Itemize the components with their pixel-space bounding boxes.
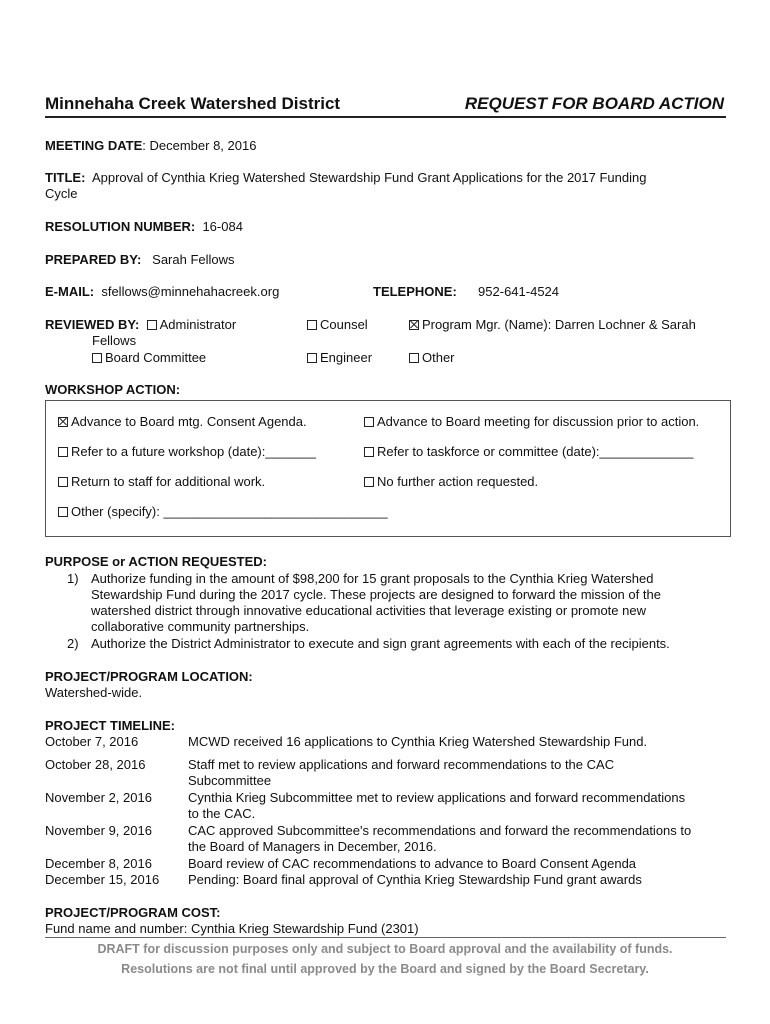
discussion-checkbox[interactable]	[364, 417, 374, 427]
engineer-option	[307, 350, 372, 365]
workshop-other-label: Other (specify): _______________________________	[71, 504, 388, 519]
form-title: REQUEST FOR BOARD ACTION	[464, 94, 724, 113]
cost-value: Fund name and number: Cynthia Krieg Stewardship Fund (2301)	[45, 921, 419, 936]
timeline-date: November 9, 2016	[45, 823, 152, 838]
title-row	[45, 170, 646, 185]
telephone-row	[373, 284, 559, 299]
board-committee-label: Board Committee	[105, 350, 207, 365]
timeline-event: the Board of Managers in December, 2016.	[188, 839, 437, 854]
counsel-label: Counsel	[320, 317, 368, 332]
counsel-checkbox[interactable]	[307, 320, 317, 330]
future-workshop-label: Refer to a future workshop (date):_______	[71, 444, 316, 459]
purpose-label: PURPOSE or ACTION REQUESTED:	[45, 554, 267, 569]
purpose-item-1-number: 1)	[67, 571, 79, 586]
title-value-line1: Approval of Cynthia Krieg Watershed Stewardship Fund Grant Applications for the 2017 Funding	[91, 170, 647, 185]
email-row	[45, 284, 279, 299]
meeting-date-label: MEETING DATE	[45, 138, 143, 153]
board-committee-option	[92, 350, 206, 365]
reviewed-by-row	[45, 317, 236, 332]
discussion-option	[364, 414, 699, 429]
program-mgr-label: Program Mgr. (Name): Darren Lochner & Sarah	[422, 317, 696, 332]
discussion-label: Advance to Board meeting for discussion prior to action.	[377, 414, 700, 429]
telephone-value: 952-641-4524	[478, 284, 560, 299]
resolution-value: 16-084	[202, 219, 243, 234]
engineer-checkbox[interactable]	[307, 353, 317, 363]
email-label: E-MAIL:	[45, 284, 95, 299]
timeline-date: December 15, 2016	[45, 872, 160, 887]
timeline-event: Board review of CAC recommendations to advance to Board Consent Agenda	[188, 856, 637, 871]
taskforce-label: Refer to taskforce or committee (date):_____________	[377, 444, 694, 459]
timeline-event: MCWD received 16 applications to Cynthia Krieg Watershed Stewardship Fund.	[188, 734, 648, 749]
other-checkbox[interactable]	[409, 353, 419, 363]
other-option	[409, 350, 455, 365]
prepared-by-value: Sarah Fellows	[152, 252, 235, 267]
other-label: Other	[422, 350, 455, 365]
no-further-checkbox[interactable]	[364, 477, 374, 487]
consent-option	[58, 414, 307, 429]
consent-checkbox[interactable]	[58, 417, 68, 427]
telephone-label: TELEPHONE:	[373, 284, 457, 299]
timeline-event: Subcommittee	[188, 773, 272, 788]
resolution-label: RESOLUTION NUMBER:	[45, 219, 196, 234]
future-workshop-option	[58, 444, 316, 459]
prepared-by-row	[45, 252, 235, 267]
purpose-item-2: Authorize the District Administrator to execute and sign grant agreements with each of the recipients.	[91, 636, 670, 651]
location-value: Watershed-wide.	[45, 685, 143, 700]
return-staff-label: Return to staff for additional work.	[71, 474, 266, 489]
future-workshop-checkbox[interactable]	[58, 447, 68, 457]
meeting-date-value: : December 8, 2016	[142, 138, 257, 153]
header-rule	[45, 116, 726, 118]
resolution-row	[45, 219, 243, 234]
footer-rule	[45, 937, 726, 938]
administrator-checkbox[interactable]	[147, 320, 157, 330]
engineer-label: Engineer	[320, 350, 373, 365]
timeline-event: Cynthia Krieg Subcommittee met to review applications and forward recommendations	[188, 790, 686, 805]
consent-label: Advance to Board mtg. Consent Agenda.	[71, 414, 307, 429]
footer-disclaimer-line2: Resolutions are not final until approved by the Board and signed by the Board Secretary.	[121, 962, 649, 976]
prepared-by-label: PREPARED BY:	[45, 252, 142, 267]
counsel-option	[307, 317, 368, 332]
taskforce-option	[364, 444, 694, 459]
purpose-item-1-line: Stewardship Fund during the 2017 cycle. These projects are designed to forward the mission of the	[91, 587, 661, 602]
timeline-date: October 7, 2016	[45, 734, 139, 749]
purpose-item-2-number: 2)	[67, 636, 79, 651]
taskforce-checkbox[interactable]	[364, 447, 374, 457]
program-mgr-option	[409, 317, 696, 332]
timeline-event: Pending: Board final approval of Cynthia Krieg Stewardship Fund grant awards	[188, 872, 642, 887]
timeline-event: to the CAC.	[188, 806, 256, 821]
timeline-event: Staff met to review applications and forward recommendations to the CAC	[188, 757, 615, 772]
title-label: TITLE:	[45, 170, 86, 185]
organization-name: Minnehaha Creek Watershed District	[45, 94, 341, 113]
timeline-date: December 8, 2016	[45, 856, 152, 871]
return-staff-checkbox[interactable]	[58, 477, 68, 487]
board-committee-checkbox[interactable]	[92, 353, 102, 363]
return-staff-option	[58, 474, 265, 489]
timeline-date: November 2, 2016	[45, 790, 152, 805]
workshop-action-label: WORKSHOP ACTION:	[45, 382, 181, 397]
timeline-event: CAC approved Subcommittee's recommendations and forward the recommendations to	[188, 823, 692, 838]
workshop-other-checkbox[interactable]	[58, 507, 68, 517]
timeline-label: PROJECT TIMELINE:	[45, 718, 176, 733]
no-further-label: No further action requested.	[377, 474, 539, 489]
purpose-item-1-line: Authorize funding in the amount of $98,200 for 15 grant proposals to the Cynthia Krieg Watershed	[91, 571, 654, 586]
reviewed-by-label: REVIEWED BY:	[45, 317, 140, 332]
cost-label: PROJECT/PROGRAM COST:	[45, 905, 221, 920]
workshop-other-option	[58, 504, 388, 519]
purpose-item-1-line: collaborative community partnerships.	[91, 619, 310, 634]
program-mgr-checkbox[interactable]	[409, 320, 419, 330]
program-mgr-label-cont: Fellows	[92, 333, 137, 348]
administrator-label: Administrator	[159, 317, 237, 332]
purpose-item-1-line: watershed district through innovative educational activities that leverage existing or promote new	[91, 603, 646, 618]
email-value: sfellows@minnehahacreek.org	[101, 284, 280, 299]
location-label: PROJECT/PROGRAM LOCATION:	[45, 669, 253, 684]
timeline-date: October 28, 2016	[45, 757, 146, 772]
meeting-date-row	[45, 138, 256, 153]
title-value-line2: Cycle	[45, 186, 78, 201]
footer-disclaimer-line1: DRAFT for discussion purposes only and subject to Board approval and the availability of funds.	[97, 942, 673, 956]
no-further-option	[364, 474, 538, 489]
